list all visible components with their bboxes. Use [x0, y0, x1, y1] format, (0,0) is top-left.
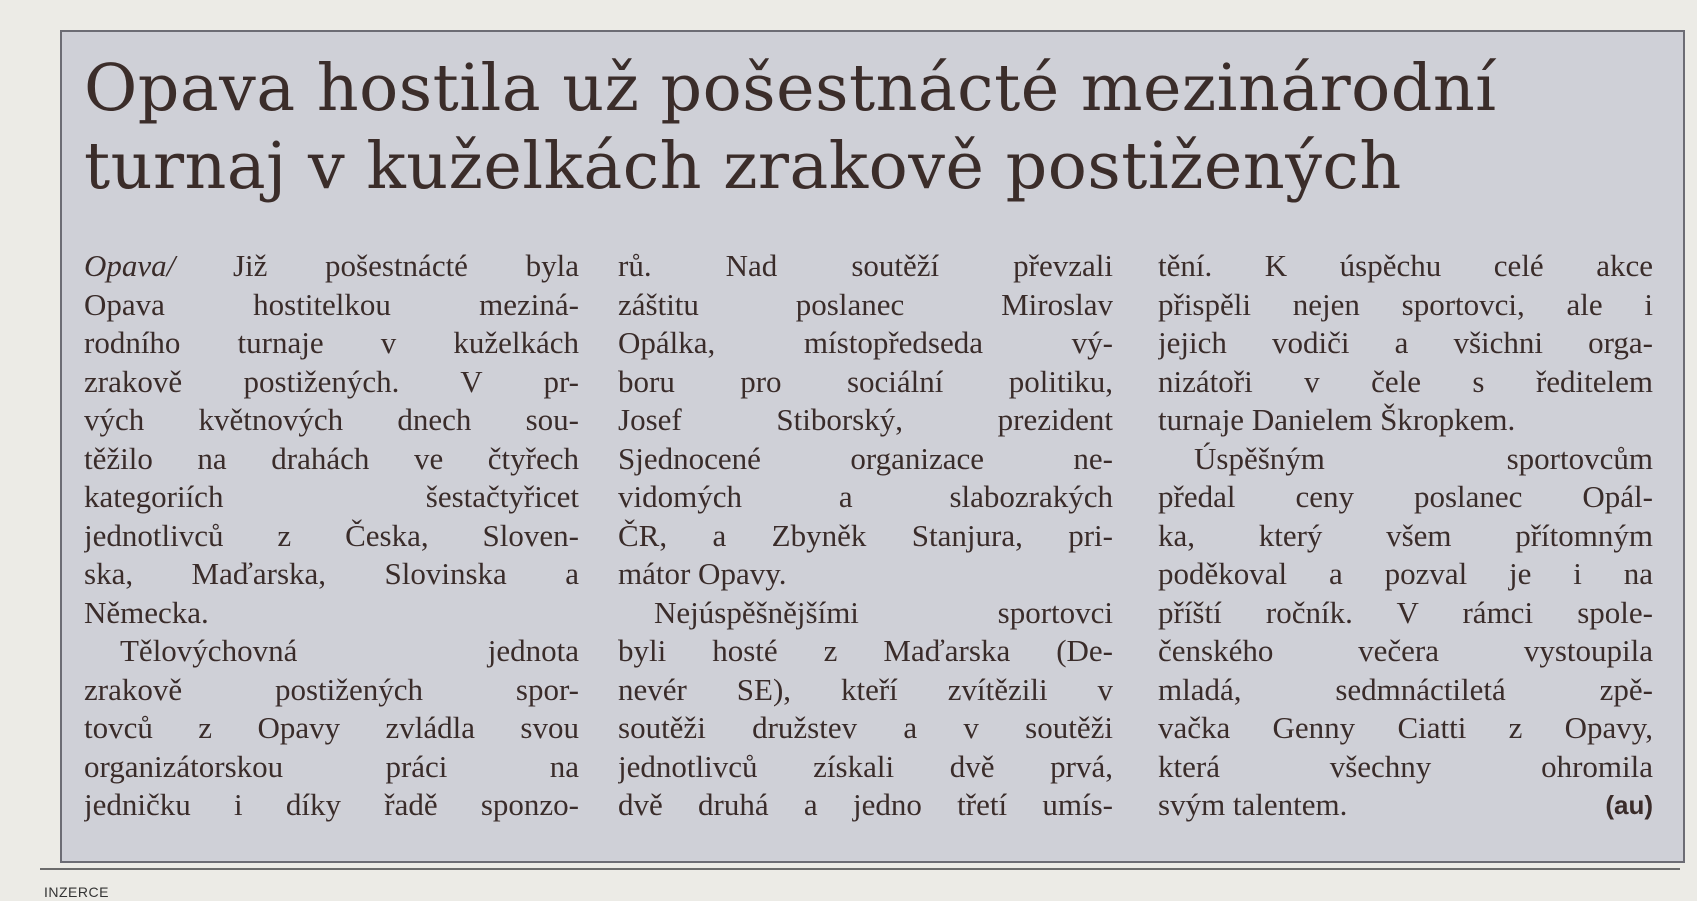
body-line: ska, Maďarska, Slovinska a	[84, 556, 579, 591]
body-line: dvě druhá a jedno třetí umís-	[618, 787, 1113, 822]
bottom-divider	[40, 868, 1680, 870]
dateline: Opava/	[84, 248, 176, 283]
body-line: jedničku i díky řadě sponzo-	[84, 787, 579, 822]
body-line: ka, který všem přítomným	[1158, 517, 1653, 553]
body-line: mátor Opavy.	[618, 556, 787, 591]
body-line: která všechny ohromila	[1158, 748, 1653, 784]
body-line	[84, 247, 579, 286]
body-line: rů. Nad soutěží převzali	[618, 248, 1113, 283]
body-line: jejich vodiči a všichni orga-	[1158, 325, 1653, 360]
section-label: INZERCE	[44, 884, 109, 900]
body-line: příští ročník. V rámci spole-	[1158, 594, 1653, 630]
body-line: boru pro sociální politiku,	[618, 363, 1113, 399]
body-line: rodního turnaje v kuželkách	[84, 325, 579, 360]
body-line: poděkoval a pozval je i na	[1158, 556, 1653, 591]
body-line: vačka Genny Ciatti z Opavy,	[1158, 710, 1653, 745]
body-line: ČR, a Zbyněk Stanjura, pri-	[618, 517, 1113, 553]
body-line-text: Již pošestnácté byla	[175, 248, 579, 283]
body-line: zrakově postižených spor-	[84, 671, 579, 707]
body-line: tění. K úspěchu celé akce	[1158, 248, 1653, 283]
body-line: organizátorskou práci na	[84, 748, 579, 784]
body-line: záštitu poslanec Miroslav	[618, 286, 1113, 322]
body-line: zrakově postižených. V pr-	[84, 363, 579, 399]
body-line: jednotlivců z Česka, Sloven-	[84, 517, 579, 553]
headline-line-2: turnaj v kuželkách zrakově postižených	[84, 129, 1402, 204]
body-line: soutěži družstev a v soutěži	[618, 710, 1113, 745]
author-signature: (au)	[1605, 790, 1653, 820]
body-line: nevér SE), kteří zvítězili v	[618, 671, 1113, 707]
body-line: Úspěšným sportovcům	[1194, 440, 1653, 476]
article-column-3	[1158, 247, 1653, 825]
body-line: předal ceny poslanec Opál-	[1158, 479, 1653, 514]
body-line: jednotlivců získali dvě prvá,	[618, 748, 1113, 784]
body-line: Opálka, místopředseda vý-	[618, 325, 1113, 360]
article-column-2	[618, 247, 1113, 825]
body-line: Německa.	[84, 594, 209, 630]
body-line: vých květnových dnech sou-	[84, 402, 579, 437]
body-line-last	[1158, 786, 1653, 825]
body-line: byli hosté z Maďarska (De-	[618, 633, 1113, 668]
body-line: kategoriích šestačtyřicet	[84, 479, 579, 514]
body-line: Sjednocené organizace ne-	[618, 440, 1113, 476]
headline-line-1: Opava hostila už pošestnácté mezinárodní	[84, 51, 1497, 126]
article-column-1	[84, 247, 579, 825]
body-line: Opava hostitelkou meziná-	[84, 286, 579, 322]
body-line: přispěli nejen sportovci, ale i	[1158, 286, 1653, 322]
body-line: těžilo na drahách ve čtyřech	[84, 440, 579, 476]
body-line: Nejúspěšnějšími sportovci	[654, 594, 1113, 630]
body-line: nizátoři v čele s ředitelem	[1158, 363, 1653, 399]
body-line: Josef Stiborský, prezident	[618, 402, 1113, 437]
body-line: vidomých a slabozrakých	[618, 479, 1113, 514]
body-line-text: svým talentem.	[1158, 787, 1348, 822]
body-line: tovců z Opavy zvládla svou	[84, 710, 579, 745]
body-line: čenského večera vystoupila	[1158, 633, 1653, 668]
article-headline	[84, 50, 1664, 206]
body-line: turnaje Danielem Škropkem.	[1158, 402, 1516, 437]
body-line: Tělovýchovná jednota	[120, 633, 579, 668]
body-line: mladá, sedmnáctiletá zpě-	[1158, 671, 1653, 707]
